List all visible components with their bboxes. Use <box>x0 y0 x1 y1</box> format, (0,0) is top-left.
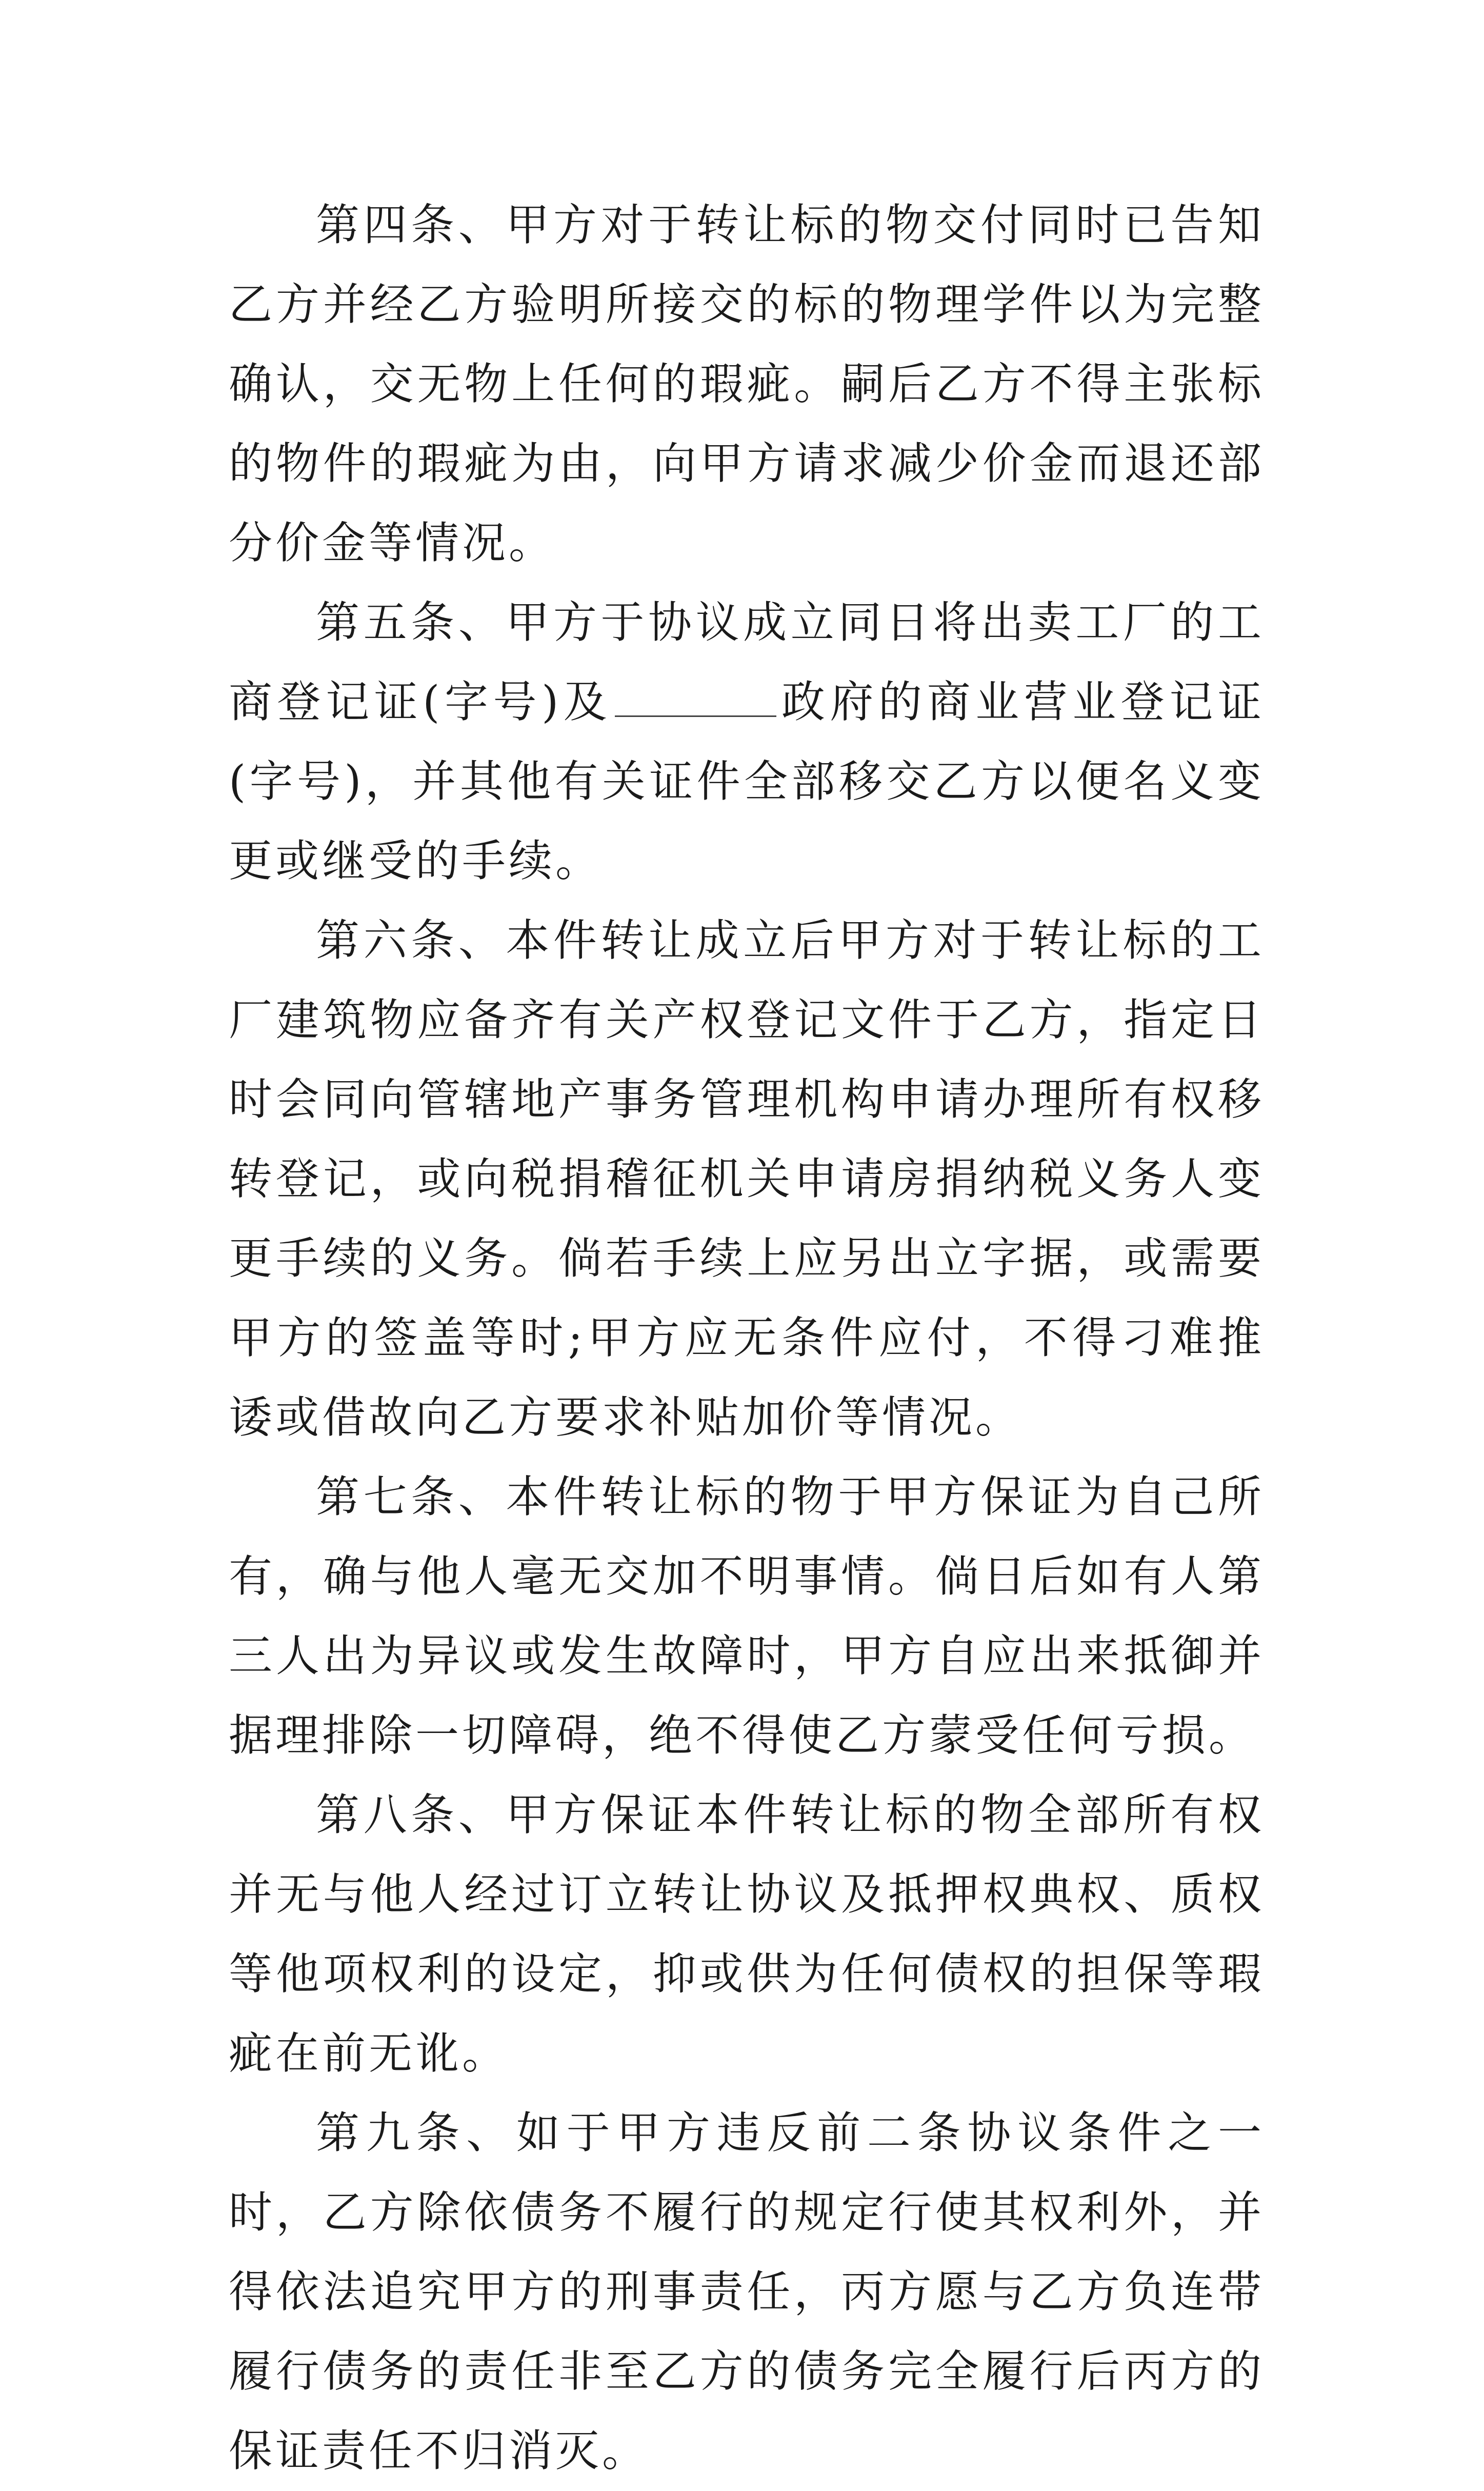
clause-9: 第九条、如于甲方违反前二条协议条件之一时，乙方除依债务不履行的规定行使其权利外，并得依法追究甲方的刑事责任，丙方愿与乙方负连带履行债务的责任非至乙方的债务完全履行后丙方的保证责任不归消灭。 <box>229 2108 1265 2477</box>
clause-4: 第四条、甲方对于转让标的物交付同时已告知乙方并经乙方验明所接交的标的物理学件以为完整确认，交无物上任何的瑕疵。嗣后乙方不得主张标的物件的瑕疵为由，向甲方请求减少价金而退还部分价金等情况。 <box>229 200 1265 569</box>
clause-5 <box>229 583 1265 901</box>
clause-6: 第六条、本件转让成立后甲方对于转让标的工厂建筑物应备齐有关产权登记文件于乙方，指定日时会同向管辖地产事务管理机构申请办理所有权移转登记，或向税捐稽征机关申请房捐纳税义务人变更手续的义务。倘若手续上应另出立字据，或需要甲方的签盖等时;甲方应无条件应付，不得刁难推诿或借故向乙方要求补贴加价等情况。 <box>229 915 1265 1443</box>
clause-5-text-before-blank: 第五条、甲方于协议成立同日将出卖工厂的工商登记证(字号)及 <box>229 597 1265 728</box>
clause-8: 第八条、甲方保证本件转让标的物全部所有权并无与他人经过订立转让协议及抵押权典权、质权等他项权利的设定，抑或供为任何债权的担保等瑕疵在前无讹。 <box>229 1790 1265 2079</box>
clause-7: 第七条、本件转让标的物于甲方保证为自己所有，确与他人毫无交加不明事情。倘日后如有人第三人出为异议或发生故障时，甲方自应出来抵御并据理排除一切障碍，绝不得使乙方蒙受任何亏损。 <box>229 1472 1265 1761</box>
clause-5-text-after-blank: 政府的商业营业登记证(字号)，并其他有关证件全部移交乙方以便名义变更或继受的手续。 <box>229 677 1265 887</box>
document-body <box>229 186 1265 2491</box>
fill-in-blank <box>615 715 776 717</box>
